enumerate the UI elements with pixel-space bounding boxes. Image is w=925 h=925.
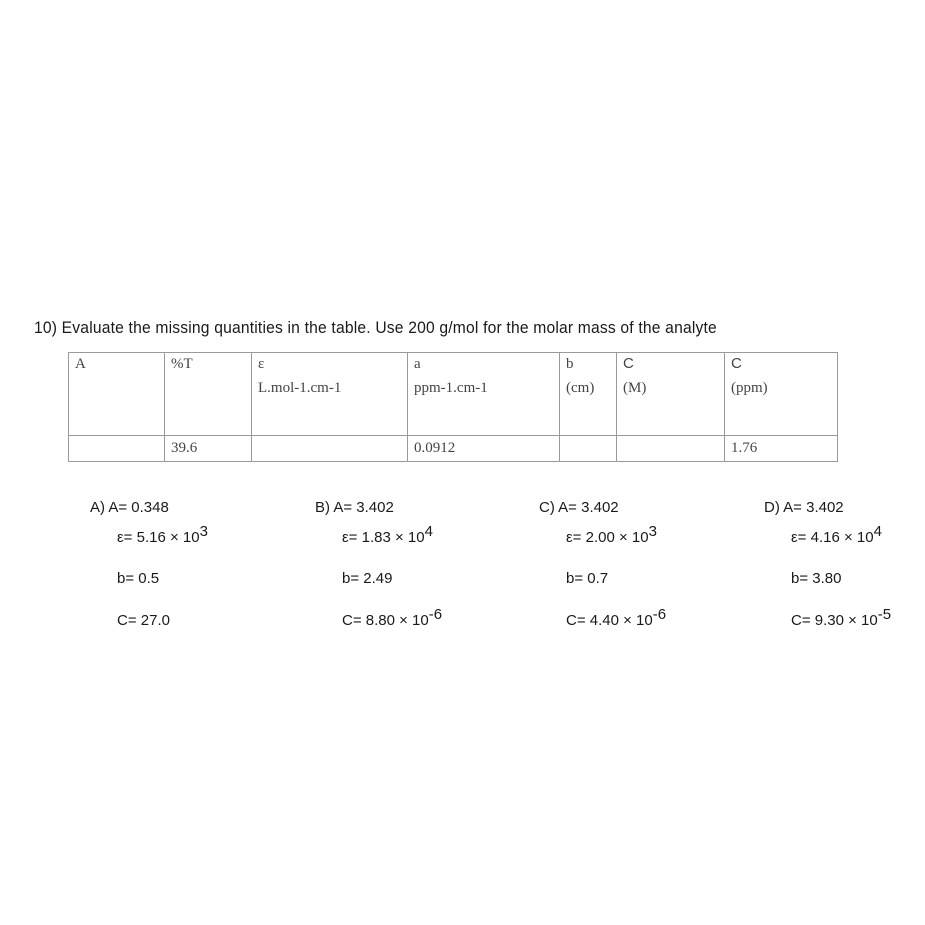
option-d-absorbance: D) A= 3.402: [764, 499, 844, 516]
option-d-concentration: $C= 9.30 \times 10^{-5}$: [791, 606, 892, 629]
cell-concentration-ppm: 1.76: [725, 436, 838, 462]
option-c-path-length: b= 0.7: [566, 570, 609, 587]
header-cell-absorptivity: a ppm-1.cm-1: [408, 353, 560, 436]
option-a-absorbance: A) A= 0.348: [90, 499, 169, 516]
cell-absorptivity: 0.0912: [408, 436, 560, 462]
option-a-path-length: b= 0.5: [117, 570, 160, 587]
cell-path-length: [560, 436, 617, 462]
question-text: 10) Evaluate the missing quantities in the table. Use 200 g/mol for the molar mass of the analyte: [34, 318, 717, 337]
option-b-path-length: b= 2.49: [342, 570, 393, 587]
header-cell-concentration-ppm: C (ppm): [725, 353, 838, 436]
table-row: [69, 436, 838, 462]
option-d-epsilon: $\varepsilon= 4.16 \times 10^4$: [791, 523, 882, 546]
option-c-epsilon: $\varepsilon= 2.00 \times 10^3$: [566, 523, 657, 546]
option-b-epsilon: $\varepsilon= 1.83 \times 10^4$: [342, 523, 433, 546]
table-header-row: [69, 353, 838, 436]
header-cell-path-length: b (cm): [560, 353, 617, 436]
data-table: [68, 352, 838, 462]
option-c-concentration: $C= 4.40 \times 10^{-6}$: [566, 606, 667, 629]
header-cell-concentration-molar: C (M): [617, 353, 725, 436]
header-cell-transmittance: %T: [165, 353, 252, 436]
option-b-concentration: $C= 8.80 \times 10^{-6}$: [342, 606, 443, 629]
cell-absorbance: [69, 436, 165, 462]
option-b-absorbance: B) A= 3.402: [315, 499, 394, 516]
header-cell-absorbance: A: [69, 353, 165, 436]
option-c-absorbance: C) A= 3.402: [539, 499, 619, 516]
option-a-concentration: C= 27.0: [117, 612, 170, 629]
cell-transmittance: 39.6: [165, 436, 252, 462]
header-cell-molar-absorptivity: ε L.mol-1.cm-1: [252, 353, 408, 436]
option-d-path-length: b= 3.80: [791, 570, 842, 587]
option-a-epsilon: $\varepsilon= 5.16 \times 10^3$: [117, 523, 208, 546]
cell-molar-absorptivity: [252, 436, 408, 462]
cell-concentration-molar: [617, 436, 725, 462]
